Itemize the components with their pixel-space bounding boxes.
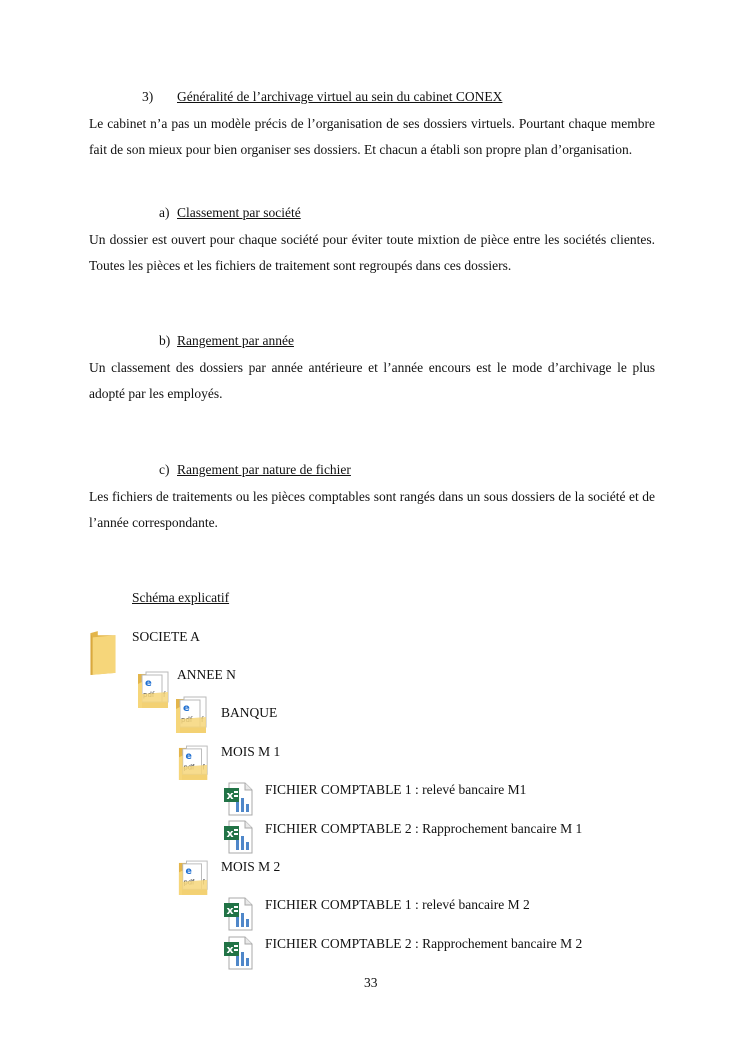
schema-title: Schéma explicatif xyxy=(132,590,230,605)
excel-file-icon xyxy=(222,936,254,970)
subsection-a-letter: a) xyxy=(159,205,170,220)
excel-file-icon xyxy=(222,782,254,816)
page-number: 33 xyxy=(364,975,378,990)
subsection-c-title: Rangement par nature de fichier xyxy=(177,462,351,477)
tree-month-2-file-1: FICHIER COMPTABLE 1 : relevé bancaire M 2 xyxy=(265,897,530,912)
folder-with-files-icon xyxy=(175,695,209,735)
tree-month-2: MOIS M 2 xyxy=(221,859,281,874)
subsection-a-paragraph: Un dossier est ouvert pour chaque société pour éviter toute mixtion de pièce entre les sociétés clientes. Toutes les pièces et les fichiers de traitement sont regroupés dans ces dossiers. xyxy=(89,232,655,273)
tree-bank: BANQUE xyxy=(221,705,278,720)
subsection-a-title: Classement par société xyxy=(177,205,301,220)
tree-month-1-file-2: FICHIER COMPTABLE 2 : Rapprochement bancaire M 1 xyxy=(265,821,583,836)
section-title: Généralité de l’archivage virtuel au sein du cabinet CONEX xyxy=(177,89,503,104)
excel-file-icon xyxy=(222,820,254,854)
subsection-b-letter: b) xyxy=(159,333,171,348)
folder-with-files-icon xyxy=(137,670,171,710)
subsection-c-paragraph: Les fichiers de traitements ou les pièces comptables sont rangés dans un sous dossiers de la société et de l’année correspondante. xyxy=(89,489,655,530)
tree-company: SOCIETE A xyxy=(132,629,200,644)
subsection-c-letter: c) xyxy=(159,462,170,477)
tree-month-2-file-2: FICHIER COMPTABLE 2 : Rapprochement bancaire M 2 xyxy=(265,936,583,951)
tree-month-1: MOIS M 1 xyxy=(221,744,281,759)
excel-file-icon xyxy=(222,897,254,931)
subsection-b-title: Rangement par année xyxy=(177,333,294,348)
section-number: 3) xyxy=(142,89,154,104)
tree-year: ANNEE N xyxy=(177,667,236,682)
folder-with-files-icon xyxy=(178,859,210,897)
folder-with-files-icon xyxy=(178,744,210,782)
folder-icon xyxy=(88,629,118,677)
tree-month-1-file-1: FICHIER COMPTABLE 1 : relevé bancaire M1 xyxy=(265,782,527,797)
section-paragraph: Le cabinet n’a pas un modèle précis de l’organisation de ses dossiers virtuels. Pourtant chaque membre fait de son mieux pour bien organiser ses dossiers. Et chacun a établi son propre plan d’organisation. xyxy=(89,116,655,157)
subsection-b-paragraph: Un classement des dossiers par année antérieure et l’année encours est le mode d’archivage le plus adopté par les employés. xyxy=(89,360,655,401)
